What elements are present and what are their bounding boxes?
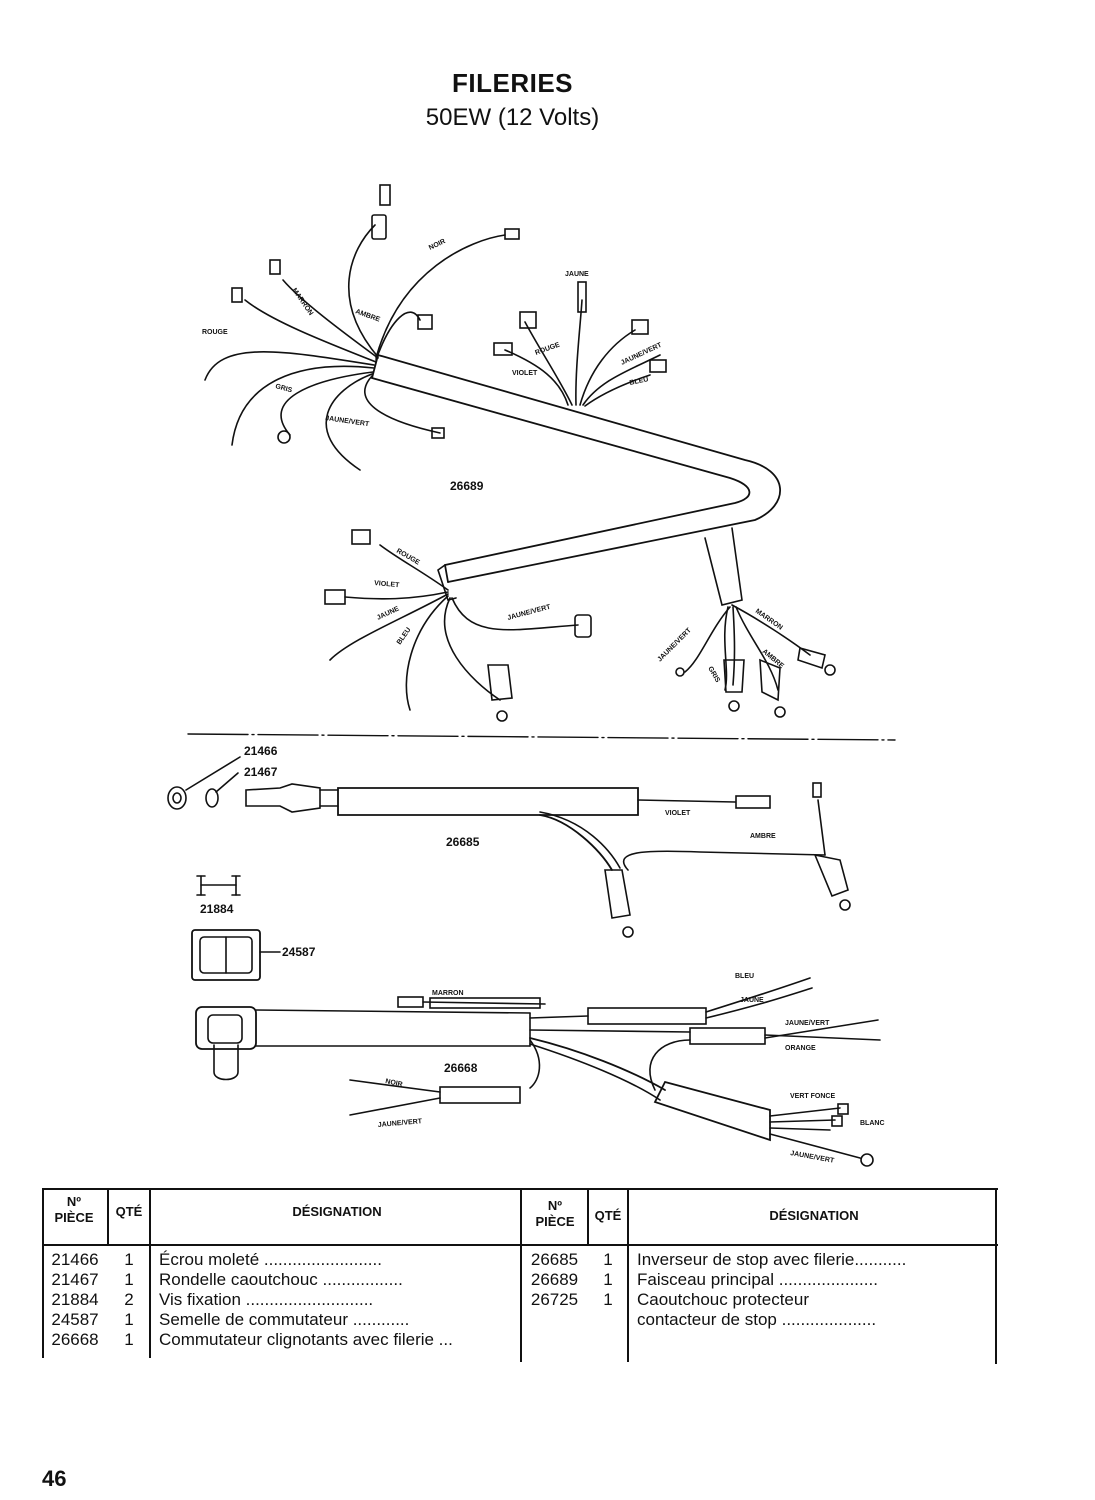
designation-cell: Rondelle caoutchouc ................. (159, 1270, 403, 1289)
part-number-21466: 21466 (244, 744, 278, 758)
qty-cell: 1 (603, 1290, 613, 1309)
left-part-numbers (44, 1250, 106, 1350)
right-part-numbers (523, 1250, 586, 1330)
qty-cell: 2 (124, 1290, 134, 1309)
label-ind-noir: NOIR (384, 1078, 404, 1089)
right-designations (637, 1250, 991, 1330)
label-lower-jaune-vert: JAUNE/VERT (506, 603, 552, 622)
part-number-21467: 21467 (244, 765, 278, 779)
qty-cell: 1 (124, 1270, 134, 1289)
label-lower-violet: VIOLET (373, 580, 400, 590)
label-jaune: JAUNE (565, 271, 589, 278)
designation-cell: Écrou moleté ......................... (159, 1250, 382, 1269)
label-ind-jaune: JAUNE (740, 997, 764, 1004)
label-jaune-vert: JAUNE/VERT (324, 415, 370, 429)
label-stop-violet: VIOLET (665, 810, 691, 817)
part-number-cell: 26725 (530, 1290, 579, 1309)
page-number: 46 (42, 1466, 67, 1491)
qty-cell: 1 (124, 1250, 134, 1269)
header-designation-right: DÉSIGNATION (769, 1208, 859, 1223)
left-quantities (109, 1250, 149, 1350)
label-ind-vert-fonce: VERT FONCE (790, 1093, 836, 1100)
label-lower-marron: MARRON (753, 607, 784, 632)
part-number-cell: 24587 (51, 1310, 99, 1329)
label-ind-orange: ORANGE (785, 1045, 816, 1052)
label-marron: MARRON (290, 287, 315, 317)
header-piece-left: Nº PIÈCE (54, 1194, 94, 1225)
part-number-26689: 26689 (450, 479, 484, 493)
indicator-switch-26668 (196, 978, 880, 1166)
part-number-cell: 21884 (51, 1290, 99, 1309)
qty-cell (589, 1310, 627, 1330)
stop-switch-26685 (168, 757, 850, 937)
label-ind-marron: MARRON (432, 990, 464, 997)
label-ind-jaune-vert-2: JAUNE/VERT (377, 1118, 423, 1129)
part-number-21884: 21884 (200, 902, 234, 916)
part-number-cell: 21466 (51, 1250, 99, 1269)
label-rouge-2: ROUGE (534, 341, 561, 357)
qty-cell: 1 (603, 1250, 613, 1269)
label-noir: NOIR (427, 238, 447, 252)
header-qty-right: QTÉ (594, 1208, 622, 1223)
qty-cell: 1 (124, 1310, 134, 1329)
part-number-26685: 26685 (446, 835, 480, 849)
part-number-cell: 21467 (51, 1270, 99, 1289)
header-qty-left: QTÉ (115, 1204, 143, 1219)
part-number-cell: 26668 (51, 1330, 99, 1349)
designation-cell: Vis fixation ........................... (159, 1290, 374, 1309)
label-lower-jaune: JAUNE (375, 605, 401, 622)
designation-cell: Inverseur de stop avec filerie........... (637, 1250, 907, 1269)
stop-switch-labels (665, 810, 776, 840)
switch-base-24587 (192, 930, 280, 980)
label-lower-jaune-vert-2: JAUNE/VERT (656, 627, 693, 664)
label-rouge: ROUGE (202, 329, 228, 336)
part-number-cell (523, 1310, 586, 1330)
label-lower-rouge: ROUGE (395, 547, 421, 567)
parts-table (42, 1188, 998, 1368)
label-lower-gris: GRIS (706, 665, 721, 684)
designation-cell: contacteur de stop .................... (637, 1310, 877, 1329)
qty-cell: 1 (603, 1270, 613, 1289)
label-ambre: AMBRE (354, 308, 381, 324)
part-number-cell: 26689 (530, 1270, 579, 1289)
label-bleu: BLEU (628, 376, 650, 387)
label-gris: GRIS (274, 383, 293, 395)
left-designations (159, 1250, 515, 1350)
part-number-24587: 24587 (282, 945, 316, 959)
designation-cell: Commutateur clignotants avec filerie ... (159, 1330, 453, 1349)
header-piece-right: Nº PIÈCE (535, 1198, 575, 1229)
label-ind-jaune-vert-3: JAUNE/VERT (789, 1150, 835, 1165)
label-lower-bleu: BLEU (395, 626, 413, 647)
page-subtitle: 50EW (12 Volts) (425, 104, 600, 131)
page-title: FILERIES (451, 68, 573, 98)
header-designation-left: DÉSIGNATION (292, 1204, 382, 1219)
label-violet: VIOLET (512, 370, 538, 377)
qty-cell: 1 (124, 1330, 134, 1349)
designation-cell: Caoutchouc protecteur (637, 1290, 809, 1309)
label-jaune-vert-2: JAUNE/VERT (619, 341, 664, 367)
main-harness-26689 (205, 185, 835, 721)
designation-cell: Semelle de commutateur ............ (159, 1310, 410, 1329)
designation-cell: Faisceau principal ..................... (637, 1270, 878, 1289)
part-number-26668: 26668 (444, 1061, 478, 1075)
label-stop-ambre: AMBRE (750, 833, 776, 840)
label-ind-jaune-vert: JAUNE/VERT (785, 1020, 830, 1027)
right-quantities (589, 1250, 627, 1330)
part-number-cell: 26685 (530, 1250, 579, 1269)
label-ind-blanc: BLANC (860, 1120, 885, 1127)
label-lower-ambre: AMBRE (760, 648, 785, 671)
screw-21884 (197, 876, 240, 895)
label-ind-bleu: BLEU (735, 973, 755, 980)
